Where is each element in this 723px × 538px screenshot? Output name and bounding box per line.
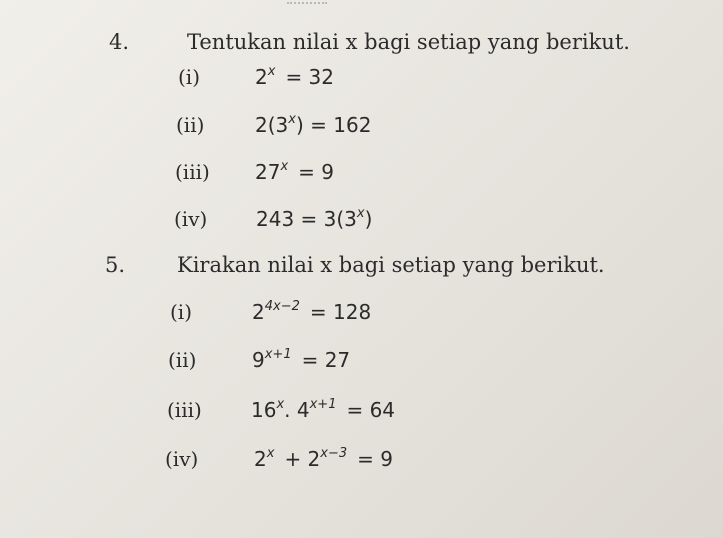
q4-iv-lhs: 243 = 3(3	[256, 207, 357, 231]
partial-text-top-edge	[287, 0, 327, 4]
q4-ii-rhs: ) = 162	[295, 113, 372, 137]
q5-i-exponent: 4x−2	[264, 299, 300, 315]
q4-item-iii-equation	[255, 158, 334, 186]
q5-i-base: 2	[252, 300, 265, 324]
q5-item-iv-equation	[254, 445, 393, 473]
q4-item-iii	[175, 158, 435, 186]
q4-item-iv	[174, 205, 434, 233]
q4-i-rhs: = 32	[285, 65, 335, 89]
q4-ii-base: 2(3	[255, 113, 289, 137]
q4-item-iv-label: (iv)	[174, 207, 208, 231]
q5-iii-base-1: 16	[251, 398, 277, 422]
q5-item-iii-equation	[251, 396, 395, 424]
q4-item-iv-equation	[256, 205, 372, 233]
q5-item-ii-equation	[252, 346, 350, 374]
q4-item-iii-label: (iii)	[175, 160, 210, 184]
q5-item-i-equation	[252, 298, 371, 326]
q5-item-ii	[168, 346, 438, 374]
question-4-number: 4.	[109, 30, 130, 54]
q5-i-rhs: = 128	[309, 300, 372, 324]
question-5-number: 5.	[105, 253, 126, 277]
question-4-instruction: Tentukan nilai x bagi setiap yang berikut.	[187, 30, 630, 54]
q4-iv-close: )	[364, 207, 373, 231]
q5-item-ii-label: (ii)	[168, 348, 197, 372]
q5-ii-rhs: = 27	[301, 348, 351, 372]
q4-item-ii	[176, 111, 436, 139]
q4-iii-base: 27	[255, 160, 281, 184]
q5-iv-base-1: 2	[254, 447, 267, 471]
q4-iv-exponent: x	[356, 206, 365, 222]
question-4-heading	[109, 30, 709, 54]
q5-item-iii-label: (iii)	[167, 398, 202, 422]
q4-item-i	[178, 63, 438, 91]
q5-item-iv	[165, 445, 465, 473]
q5-ii-exponent: x+1	[264, 347, 292, 363]
q4-iii-rhs: = 9	[298, 160, 334, 184]
q4-item-ii-label: (ii)	[176, 113, 205, 137]
q5-iv-base-2: + 2	[284, 447, 321, 471]
q4-item-i-equation	[255, 63, 334, 91]
q5-item-i-label: (i)	[170, 300, 193, 324]
q5-item-iii	[167, 396, 467, 424]
q5-ii-base: 9	[252, 348, 265, 372]
q5-iv-rhs: = 9	[357, 447, 393, 471]
q4-i-exponent: x	[267, 64, 276, 80]
q4-item-ii-equation	[255, 111, 371, 139]
q5-iii-rhs: = 64	[346, 398, 396, 422]
q5-iv-exponent-2: x−3	[320, 446, 348, 462]
q5-item-i	[170, 298, 440, 326]
q5-iv-exponent-1: x	[266, 446, 275, 462]
question-5-instruction: Kirakan nilai x bagi setiap yang berikut.	[177, 253, 605, 277]
q4-iii-exponent: x	[280, 159, 289, 175]
question-5-heading	[105, 253, 705, 277]
q5-iii-exponent-2: x+1	[309, 397, 337, 413]
q5-item-iv-label: (iv)	[165, 447, 199, 471]
q4-i-base: 2	[255, 65, 268, 89]
q4-item-i-label: (i)	[178, 65, 201, 89]
q5-iii-exponent-1: x	[276, 397, 285, 413]
q4-ii-exponent: x	[288, 112, 296, 128]
q5-iii-base-2: . 4	[284, 398, 310, 422]
